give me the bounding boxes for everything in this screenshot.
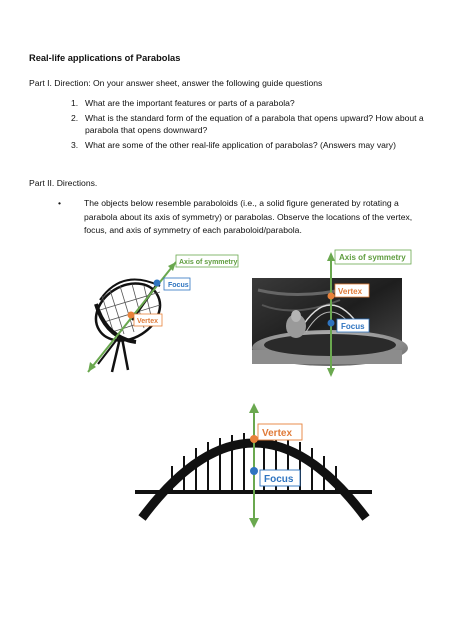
axis-label: Axis of symmetry (179, 259, 238, 266)
focus-label: Focus (341, 322, 365, 331)
axis-label: Axis of symmetry (339, 253, 406, 262)
part1-direction: Part I. Direction: On your answer sheet, answer the following guide questions (29, 78, 323, 88)
bullet-icon: • (58, 198, 62, 208)
vertex-label: Vertex (338, 287, 363, 296)
vertex-label: Vertex (262, 428, 293, 439)
question-text: What are some of the other real-life application of parabolas? (Answers may vary) (85, 139, 396, 150)
vertex-label: Vertex (137, 318, 159, 325)
question-text: What are the important features or parts of a parabola? (85, 98, 295, 108)
document-title: Real-life applications of Parabolas (29, 53, 181, 63)
question-text: What is the standard form of the equation of a parabola that opens upward? How about a parabola that opens downward? (85, 112, 424, 135)
arrow-head-icon (249, 518, 259, 528)
question-number: 3. (71, 139, 79, 150)
question-number: 2. (71, 112, 79, 123)
bullet-text: The objects below resemble paraboloids (i.e., a solid figure generated by rotating a parabola about its axis of symmetry) or parabolas. Observe the locations of the vertex, focus, and axis of symmetry of each paraboloid/parabola. (84, 198, 413, 235)
vertex-point (250, 435, 258, 443)
question-number: 1. (71, 98, 79, 108)
focus-label: Focus (168, 282, 189, 289)
focus-label: Focus (264, 474, 294, 485)
part2-direction: Part II. Directions. (29, 178, 98, 188)
arrow-head-icon (249, 403, 259, 413)
focus-point (250, 467, 258, 475)
